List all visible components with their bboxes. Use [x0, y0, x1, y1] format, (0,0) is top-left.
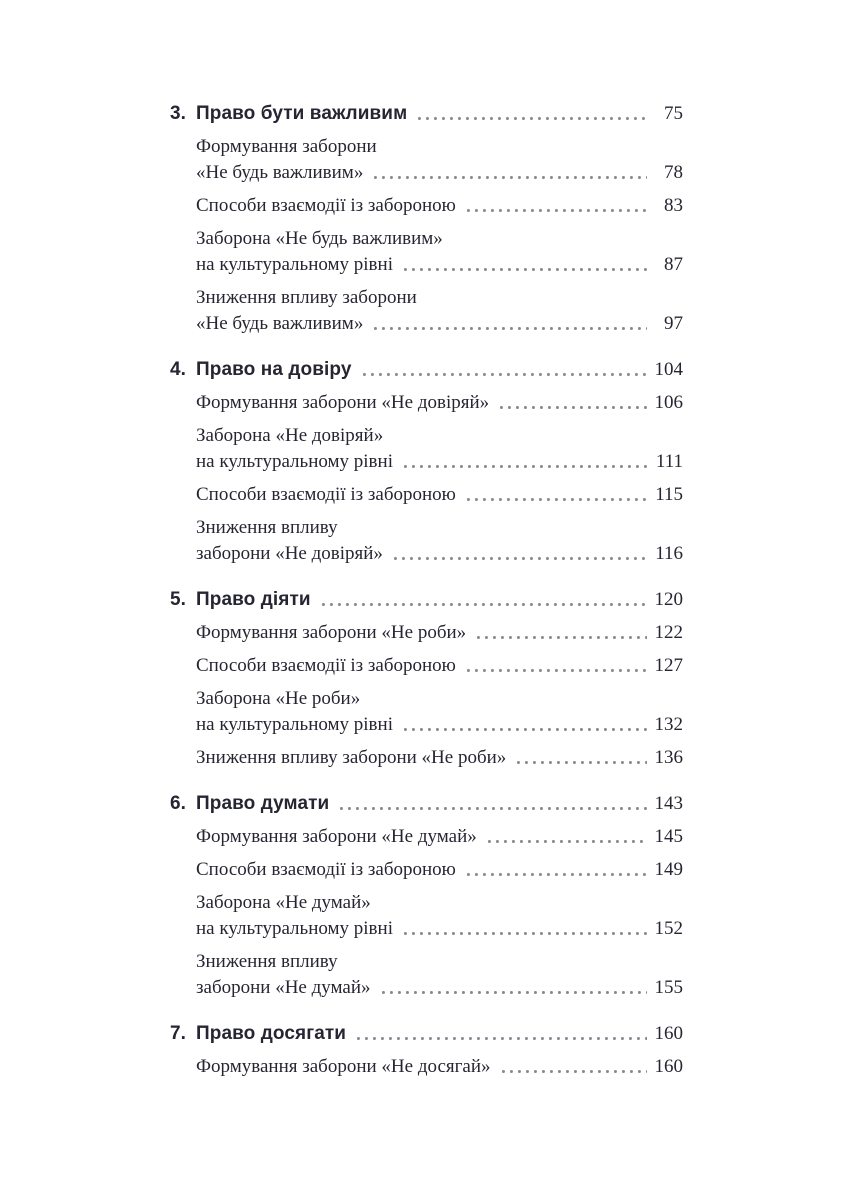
- toc-section-number: 5.: [170, 589, 187, 610]
- toc-entry-line: Зниження впливу: [196, 951, 338, 972]
- toc-section-title-row: [170, 587, 683, 613]
- toc-page-number: 116: [655, 543, 683, 564]
- toc-entry: [196, 824, 683, 850]
- toc-entry: [196, 686, 683, 738]
- dot-leader: [467, 873, 647, 876]
- toc-entry-last-line: [196, 160, 683, 186]
- toc-page-number: 97: [664, 313, 683, 334]
- toc-entry-line: Формування заборони «Не довіряй»: [196, 392, 490, 413]
- toc-page-number: 115: [655, 484, 683, 505]
- toc-entry-last-line: [196, 193, 683, 219]
- toc-entry-line: Заборона «Не думай»: [196, 892, 371, 913]
- toc-entry-last-line: [196, 653, 683, 679]
- toc-page-number: 136: [654, 747, 683, 768]
- dot-leader: [404, 465, 647, 468]
- toc-entry: [196, 390, 683, 416]
- toc-entry-last-line: [196, 311, 683, 337]
- toc-entry-line: на культуральному рівні: [196, 714, 393, 735]
- dot-leader: [477, 636, 647, 639]
- toc-page-number: 127: [654, 655, 683, 676]
- dot-leader: [322, 603, 647, 606]
- toc-entry-line: Зниження впливу: [196, 517, 338, 538]
- toc-entry-last-line: [196, 620, 683, 646]
- toc-entry-last-line: [196, 712, 683, 738]
- toc-entry: [196, 134, 683, 186]
- toc-page-number: 111: [655, 451, 683, 472]
- toc-page-number: 132: [654, 714, 683, 735]
- toc-entry-line: Формування заборони «Не роби»: [196, 622, 467, 643]
- dot-leader: [502, 1070, 647, 1073]
- toc-page-number: 83: [664, 195, 683, 216]
- toc-entry-line: Формування заборони: [196, 136, 377, 157]
- toc-section-title: Право на довіру: [196, 359, 352, 380]
- dot-leader: [418, 117, 647, 120]
- toc-entry: [196, 745, 683, 771]
- toc-section: [170, 791, 683, 1001]
- toc-entry: [196, 620, 683, 646]
- toc-entry-line: Зниження впливу заборони «Не роби»: [196, 747, 507, 768]
- toc-section-title: Право досягати: [196, 1023, 347, 1044]
- dot-leader: [382, 991, 647, 994]
- toc-entry: [196, 193, 683, 219]
- toc-entry: [196, 423, 683, 475]
- dot-leader: [374, 327, 647, 330]
- toc-section-number: 4.: [170, 359, 187, 380]
- toc-section-title: Право бути важливим: [196, 103, 408, 124]
- toc-entry-line: Зниження впливу заборони: [196, 287, 417, 308]
- toc-page-number: 87: [664, 254, 683, 275]
- toc-section-number: 7.: [170, 1023, 187, 1044]
- toc-entry-line: «Не будь важливим»: [196, 313, 364, 334]
- toc-entry-last-line: [196, 824, 683, 850]
- toc-entry-line: заборони «Не думай»: [196, 977, 371, 998]
- toc-page-number: 143: [654, 793, 683, 814]
- toc-entry-last-line: [196, 975, 683, 1001]
- toc-page-number: 104: [654, 359, 683, 380]
- dot-leader: [517, 761, 647, 764]
- toc-entry-line: Способи взаємодії із забороною: [196, 484, 456, 505]
- toc-page-number: 155: [654, 977, 683, 998]
- dot-leader: [404, 268, 647, 271]
- toc-entry-line: на культуральному рівні: [196, 254, 393, 275]
- toc-entry-line: на культуральному рівні: [196, 918, 393, 939]
- toc-page-number: 160: [654, 1056, 683, 1077]
- toc-entry: [196, 226, 683, 278]
- toc-entry-line: Заборона «Не будь важливим»: [196, 228, 443, 249]
- toc-section-title-row: [170, 1021, 683, 1047]
- toc-section: [170, 357, 683, 567]
- toc-page-number: 145: [654, 826, 683, 847]
- toc-section-number: 3.: [170, 103, 187, 124]
- toc-entry-line: Способи взаємодії із забороною: [196, 655, 456, 676]
- toc-entry-line: Заборона «Не довіряй»: [196, 425, 384, 446]
- toc-page-number: 106: [654, 392, 683, 413]
- toc-page-number: 152: [654, 918, 683, 939]
- toc-section-title: Право діяти: [196, 589, 311, 610]
- dot-leader: [363, 373, 647, 376]
- toc-entry-last-line: [196, 541, 683, 567]
- dot-leader: [488, 840, 647, 843]
- toc-section-title-row: [170, 791, 683, 817]
- toc-section-number: 6.: [170, 793, 187, 814]
- toc-entry-last-line: [196, 916, 683, 942]
- toc-entry-line: заборони «Не довіряй»: [196, 543, 383, 564]
- toc-entry: [196, 515, 683, 567]
- toc-page-number: 120: [654, 589, 683, 610]
- toc-entry: [196, 857, 683, 883]
- toc-entry-last-line: [196, 252, 683, 278]
- toc-section: [170, 1021, 683, 1080]
- toc-entry-line: Заборона «Не роби»: [196, 688, 361, 709]
- toc-entry-last-line: [196, 449, 683, 475]
- toc-section: [170, 587, 683, 771]
- toc-section-title: Право думати: [196, 793, 330, 814]
- table-of-contents: [170, 101, 683, 1080]
- toc-entry-line: Способи взаємодії із забороною: [196, 859, 456, 880]
- toc-entry-line: «Не будь важливим»: [196, 162, 364, 183]
- toc-entry: [196, 1054, 683, 1080]
- toc-entry: [196, 285, 683, 337]
- toc-section-title-row: [170, 357, 683, 383]
- toc-entry-line: Формування заборони «Не досягай»: [196, 1056, 491, 1077]
- toc-page-number: 149: [654, 859, 683, 880]
- toc-page-number: 75: [664, 103, 683, 124]
- toc-page-number: 160: [654, 1023, 683, 1044]
- dot-leader: [404, 932, 647, 935]
- toc-entry-last-line: [196, 857, 683, 883]
- toc-page-number: 78: [664, 162, 683, 183]
- dot-leader: [467, 209, 647, 212]
- toc-entry-line: Формування заборони «Не думай»: [196, 826, 477, 847]
- dot-leader: [394, 557, 647, 560]
- toc-entry-last-line: [196, 390, 683, 416]
- toc-entry-last-line: [196, 482, 683, 508]
- dot-leader: [340, 807, 647, 810]
- toc-entry-last-line: [196, 745, 683, 771]
- dot-leader: [374, 176, 647, 179]
- toc-page-number: 122: [654, 622, 683, 643]
- toc-entry: [196, 653, 683, 679]
- toc-entry-line: Способи взаємодії із забороною: [196, 195, 456, 216]
- dot-leader: [357, 1037, 647, 1040]
- toc-entry: [196, 949, 683, 1001]
- toc-entry: [196, 890, 683, 942]
- dot-leader: [467, 498, 647, 501]
- toc-section-title-row: [170, 101, 683, 127]
- dot-leader: [404, 728, 647, 731]
- dot-leader: [500, 406, 647, 409]
- toc-entry-line: на культуральному рівні: [196, 451, 393, 472]
- toc-entry-last-line: [196, 1054, 683, 1080]
- toc-entry: [196, 482, 683, 508]
- dot-leader: [467, 669, 647, 672]
- toc-section: [170, 101, 683, 337]
